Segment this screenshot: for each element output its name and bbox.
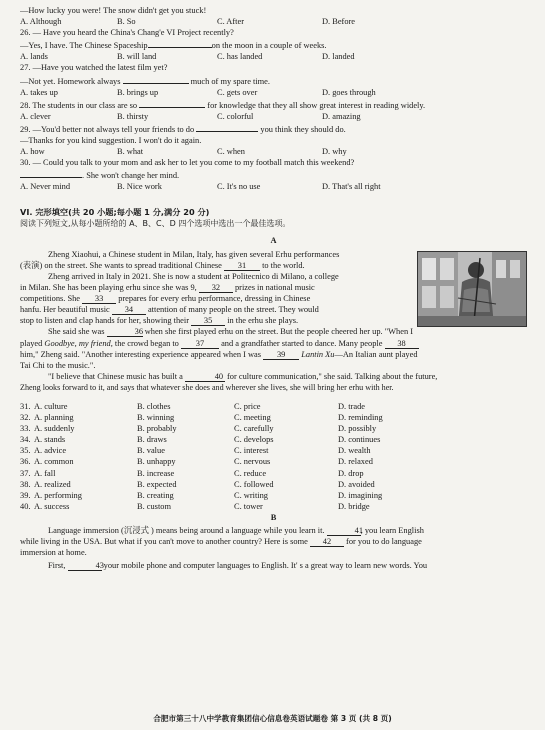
- choice-b: B. expected: [137, 479, 177, 489]
- blank-32[interactable]: 32: [199, 283, 233, 293]
- choice-b: B. unhappy: [137, 457, 176, 467]
- passage-a: [20, 249, 527, 393]
- choice-c: C. reduce: [234, 468, 267, 478]
- option-d: D. Before: [322, 17, 356, 27]
- performer-image-icon: [418, 252, 526, 326]
- option-c: C. It's no use: [217, 182, 261, 192]
- q27-line-1: 27. —Have you watched the latest film yet?: [20, 63, 168, 73]
- option-d: D. That's all right: [322, 182, 381, 192]
- a-p4-line2: Zheng looks forward to it, and says that whatever she does and wherever she lives, she will bring her erhu with her.: [20, 382, 394, 392]
- choice-a: A. common: [34, 457, 74, 467]
- choice-a: A. stands: [34, 435, 66, 445]
- choice-c: C. followed: [234, 479, 274, 489]
- blank-34[interactable]: 34: [112, 305, 146, 315]
- choice-b: B. custom: [137, 501, 171, 511]
- option-a: A. clever: [20, 111, 51, 121]
- choice-a: A. realized: [34, 479, 71, 489]
- option-a: A. Although: [20, 17, 62, 27]
- choice-d: D. relaxed: [338, 457, 373, 467]
- blank-41[interactable]: 41: [327, 526, 361, 536]
- choice-c: C. develops: [234, 435, 274, 445]
- q26-line-2: —Yes, I have. The Chinese Spaceship on the moon in a couple of weeks.: [20, 38, 527, 51]
- a-p2-line2: in Milan. She has been playing erhu since she was 9, 32 prizes in national music: [20, 283, 315, 293]
- blank-42[interactable]: 42: [310, 537, 344, 547]
- choice-b: B. winning: [137, 413, 175, 423]
- option-d: D. why: [322, 147, 347, 157]
- blank-38[interactable]: 38: [385, 339, 419, 349]
- choices-31-40: [20, 401, 527, 512]
- choice-c: C. interest: [234, 446, 269, 456]
- option-c: C. colorful: [217, 111, 254, 121]
- a-p2-line4: hanfu. Her beautiful music 34 attention of many people on the street. They would: [20, 305, 319, 315]
- erhu-performer-photo: [417, 251, 527, 327]
- choice-d: D. wealth: [338, 446, 371, 456]
- section-title: VI. 完形填空(共 20 小题;每小题 1 分,满分 20 分): [20, 206, 210, 217]
- q30-line-2: . She won't change her mind.: [20, 168, 527, 181]
- a-p3-line4: Tai Chi to the music.".: [20, 360, 96, 370]
- option-b: B. So: [117, 17, 136, 27]
- option-a: A. Never mind: [20, 182, 71, 192]
- blank-43[interactable]: 43: [68, 561, 102, 571]
- choice-b: B. draws: [137, 435, 167, 445]
- q29-line-2: —Thanks for you kind suggestion. I won't do it again.: [20, 136, 202, 146]
- choice-d: D. reminding: [338, 413, 383, 423]
- choice-num: 36.: [20, 457, 31, 467]
- choice-num: 34.: [20, 435, 31, 445]
- choice-b: B. clothes: [137, 402, 171, 411]
- page-footer: 合肥市第三十八中学教育集团信心信息卷英语试题卷 第 3 页 (共 8 页): [153, 713, 392, 723]
- choice-c: C. meeting: [234, 413, 271, 423]
- choice-num: 31.: [20, 402, 31, 411]
- choice-b: B. probably: [137, 424, 177, 434]
- option-c: C. After: [217, 17, 244, 27]
- a-p1-line2: (表演) on the street. She wants to spread traditional Chinese 31 to the world.: [20, 260, 305, 270]
- option-b: B. will land: [117, 52, 157, 62]
- answer-blank[interactable]: [139, 98, 205, 108]
- option-b: B. what: [117, 147, 144, 157]
- choice-b: B. creating: [137, 490, 174, 500]
- q28-line-1: 28. The students in our class are so for knowledge that they all show great interest in reading widely.: [20, 98, 527, 111]
- q26-options: [20, 51, 527, 62]
- q26-line-1: 26. — Have you heard the China's Chang'e VI Project recently?: [20, 28, 234, 38]
- answer-blank[interactable]: [148, 38, 212, 48]
- b-p2-line1: First, 43 your mobile phone and computer languages to English. It' s a great way to learn new words. You: [48, 561, 428, 571]
- choice-a: A. fall: [34, 468, 56, 478]
- option-a: A. lands: [20, 52, 48, 62]
- choice-num: 33.: [20, 424, 31, 434]
- b-p1-line2: while living in the USA. But what if you can't move to another country? Here is some 42 for you to do language: [20, 537, 422, 547]
- a-p2-line1: Zheng arrived in Italy in 2021. She is now a student at Politecnico di Milano, a college: [48, 271, 339, 281]
- option-c: C. when: [217, 147, 245, 157]
- option-b: B. thirsty: [117, 111, 149, 121]
- q27-line-2: —Not yet. Homework always much of my spare time.: [20, 74, 527, 87]
- a-p1-line1: Zheng Xiaohui, a Chinese student in Milan, Italy, has given several Erhu performances: [48, 249, 340, 259]
- blank-33[interactable]: 33: [82, 294, 116, 304]
- choice-a: A. performing: [34, 490, 82, 500]
- choice-num: 32.: [20, 413, 31, 423]
- q27-options: [20, 87, 527, 98]
- choice-a: A. planning: [34, 413, 74, 423]
- blank-31[interactable]: 31: [224, 261, 260, 271]
- blank-37[interactable]: 37: [181, 339, 219, 349]
- choice-b: B. increase: [137, 468, 175, 478]
- blank-39[interactable]: 39: [263, 350, 299, 360]
- q25-options: [20, 16, 527, 27]
- q29-options: [20, 146, 527, 157]
- choice-d: D. bridge: [338, 501, 370, 511]
- a-p3-line2: played Goodbye, my friend, the crowd began to 37 and a grandfather started to dance. Many people 38: [20, 338, 527, 349]
- option-d: D. goes through: [322, 87, 376, 97]
- blank-36[interactable]: 36: [107, 327, 143, 337]
- choice-a: A. culture: [34, 402, 68, 411]
- choice-c: C. carefully: [234, 424, 274, 434]
- b-p1-line1: Language immersion (沉浸式 ) means being around a language while you learn it. 41, you learn English: [48, 526, 424, 536]
- answer-blank[interactable]: [20, 168, 82, 178]
- option-c: C. has landed: [217, 52, 263, 62]
- option-b: B. Nice work: [117, 182, 162, 192]
- choice-c: C. writing: [234, 490, 268, 500]
- option-a: A. how: [20, 147, 45, 157]
- q28-options: [20, 111, 527, 122]
- answer-blank[interactable]: [123, 74, 189, 84]
- b-p1-line3: immersion at home.: [20, 548, 87, 558]
- a-p2-line3: competitions. She 33 prepares for every erhu performance, dressing in Chinese: [20, 294, 311, 304]
- choice-d: D. possibly: [338, 424, 377, 434]
- q30-options: [20, 181, 527, 192]
- option-c: C. gets over: [217, 87, 258, 97]
- a-p3-line3: him," Zheng said. "Another interesting experience appeared when I was 39 Lantin Xu—An Italian aunt played: [20, 349, 418, 359]
- choice-d: D. imagining: [338, 490, 383, 500]
- option-d: D. amazing: [322, 111, 361, 121]
- choice-num: 35.: [20, 446, 31, 456]
- choice-num: 37.: [20, 468, 31, 478]
- choice-a: A. advice: [34, 446, 67, 456]
- choice-c: C. nervous: [234, 457, 271, 467]
- q30-line-1: 30. — Could you talk to your mom and ask her to let you come to my football match this weekend?: [20, 158, 355, 168]
- blank-40[interactable]: 40: [185, 372, 225, 382]
- option-d: D. landed: [322, 52, 355, 62]
- passage-label-a: A: [270, 235, 277, 245]
- choice-a: A. suddenly: [34, 424, 75, 434]
- passage-label-b: B: [270, 512, 277, 522]
- choice-d: D. avoided: [338, 479, 375, 489]
- choice-d: D. drop: [338, 468, 364, 478]
- choice-c: C. price: [234, 402, 261, 411]
- blank-35[interactable]: 35: [191, 316, 225, 326]
- answer-blank[interactable]: [196, 122, 258, 132]
- a-p3-line1: She said she was 36 when she first played erhu on the street. But the people cheered her up. "When I: [48, 327, 414, 337]
- choice-d: D. trade: [338, 402, 365, 411]
- q25-dialog-line: —How lucky you were! The snow didn't get you stuck!: [20, 6, 207, 15]
- choice-a: A. success: [34, 501, 70, 511]
- choice-d: D. continues: [338, 435, 381, 445]
- choice-num: 40.: [20, 501, 31, 511]
- choice-c: C. tower: [234, 501, 263, 511]
- option-b: B. brings up: [117, 87, 159, 97]
- section-instruction: 阅读下列短文,从每小题所给的 A、B、C、D 四个选项中选出一个最佳选项。: [20, 218, 291, 228]
- a-p4-line1: "I believe that Chinese music has built a 40 for culture communication," she said. Talking about the future,: [48, 371, 438, 381]
- choice-num: 38.: [20, 479, 31, 489]
- choice-num: 39.: [20, 490, 31, 500]
- choice-b: B. value: [137, 446, 165, 456]
- passage-b: [20, 525, 527, 571]
- q29-line-1: 29. —You'd better not always tell your friends to do you think they should do.: [20, 122, 527, 135]
- option-a: A. takes up: [20, 87, 58, 97]
- a-p2-line5: stop to listen and clap hands for her, showing their 35 in the erhu she plays.: [20, 316, 299, 326]
